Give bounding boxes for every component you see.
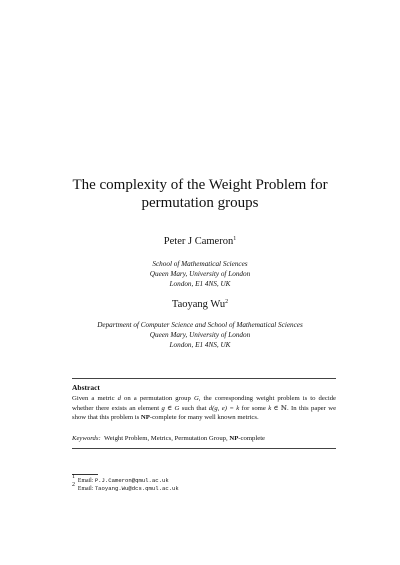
keywords-text: Weight Problem, Metrics, Permutation Group, xyxy=(103,435,228,442)
author-2-affiliation-line-3: London, E1 4NS, UK xyxy=(169,341,231,349)
keywords-label: Keywords: xyxy=(72,435,101,442)
abstract-text-3: , the corresponding weight problem is to decide whether there exists an element xyxy=(72,395,337,412)
author-1-name-line xyxy=(0,236,400,247)
footnote-1 xyxy=(72,474,169,485)
paper-title-line-1: The complexity of the Weight Problem for xyxy=(72,177,328,193)
author-2-name-line xyxy=(0,299,400,310)
author-2-footnote-mark: 2 xyxy=(225,299,229,305)
footnote-1-email[interactable]: P.J.Cameron@qmul.ac.uk xyxy=(94,477,169,484)
abstract-text-2: on a permutation group xyxy=(124,395,191,402)
author-1-footnote-mark: 1 xyxy=(233,236,237,242)
footnote-2-email[interactable]: Taoyang.Wu@dcs.qmul.ac.uk xyxy=(94,485,179,492)
author-1-affiliation-line-1: School of Mathematical Sciences xyxy=(152,260,248,268)
paper-title-line-2: permutation groups xyxy=(141,195,259,211)
author-1-affiliation xyxy=(0,259,400,289)
abstract-heading: Abstract xyxy=(72,383,100,392)
footnote-rule xyxy=(72,474,98,475)
abstract-text-5: such that xyxy=(181,404,207,412)
paper-title xyxy=(0,176,400,212)
author-2-affiliation xyxy=(0,320,400,350)
abstract-symbol-g: g xyxy=(161,404,165,412)
abstract-text-6: for some xyxy=(241,404,266,412)
author-2-name: Taoyang Wu xyxy=(171,299,226,310)
abstract-top-rule xyxy=(72,378,336,379)
footnote-2 xyxy=(72,482,179,493)
abstract-bottom-rule xyxy=(72,448,336,449)
author-1-affiliation-line-3: London, E1 4NS, UK xyxy=(169,280,231,288)
footnote-2-mark: 2 xyxy=(72,482,75,488)
keywords-np: NP xyxy=(229,435,239,442)
abstract-text-8: -complete for many well known metrics. xyxy=(149,414,259,422)
abstract-np: NP xyxy=(140,414,150,422)
abstract-symbol-G2: G xyxy=(174,404,180,412)
author-1-name: Peter J Cameron xyxy=(163,236,234,247)
footnote-2-label: Email: xyxy=(77,486,94,492)
keywords-line xyxy=(72,434,336,444)
abstract-expression: d(g, e) = k xyxy=(208,404,240,412)
abstract-text-4: ∈ xyxy=(167,404,173,412)
abstract-body xyxy=(72,394,336,423)
footnote-1-mark: 1 xyxy=(72,474,75,480)
abstract-symbol-k: k xyxy=(268,404,272,412)
author-1-affiliation-line-2: Queen Mary, University of London xyxy=(149,270,251,278)
footnote-1-label: Email: xyxy=(77,478,94,484)
abstract-text-7: ∈ ℕ. In this paper we show that this problem is xyxy=(72,404,337,422)
keywords-suffix: -complete xyxy=(238,435,266,442)
abstract-symbol-d: d xyxy=(117,395,121,402)
author-2-affiliation-line-1: Department of Computer Science and School of Mathematical Sciences xyxy=(97,321,303,329)
author-2-affiliation-line-2: Queen Mary, University of London xyxy=(149,331,251,339)
abstract-symbol-G: G xyxy=(193,395,199,402)
abstract-text-1: Given a metric xyxy=(72,395,115,402)
